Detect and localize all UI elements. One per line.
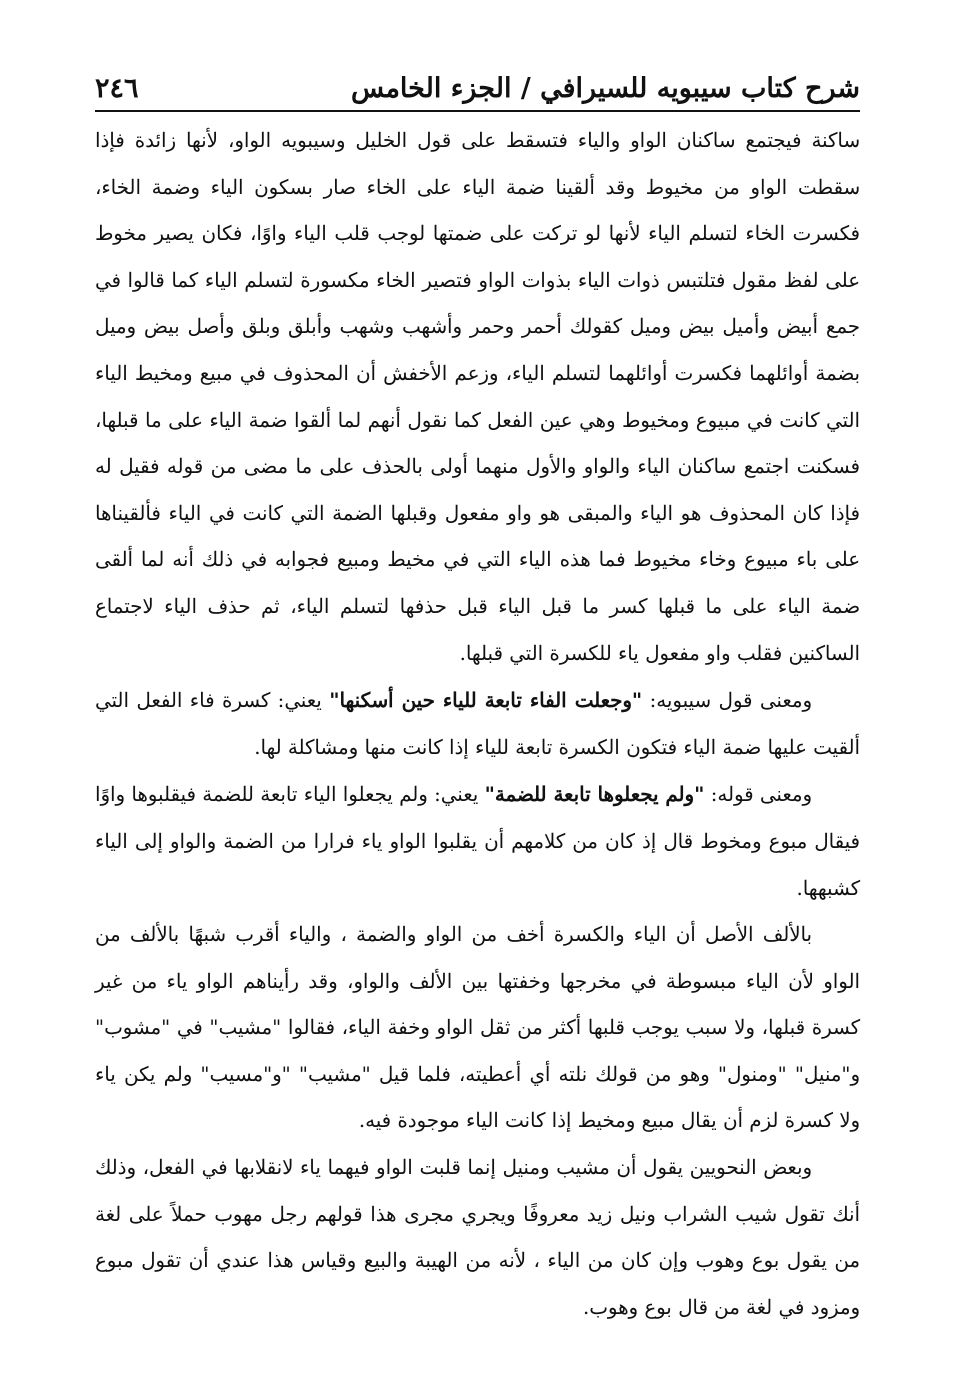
paragraph: ساكنة فيجتمع ساكنان الواو والياء فتسقط على قول الخليل وسيبويه الواو، لأنها زائدة فإذا سقطت الواو من مخيوط وقد ألقينا ضمة الياء على الخاء صار بسكون الياء وضمة الخاء، فكسرت الخاء لتسلم الياء لأنها لو تركت على ضمتها لوجب قلب الياء واوًا، فكان يصير مخوط على لفظ مقول فتلتبس ذوات الياء بذوات الواو فتصير الخاء مكسورة لتسلم الياء كما قالوا في جمع أبيض وأميل بيض وميل كقولك أحمر وحمر وأشهب وشهب وأبلق وبلق وأصل بيض وميل بضمة أوائلهما فكسرت أوائلهما لتسلم الياء، وزعم الأخفش أن المحذوف في مبيع ومخيط الياء التي كانت في مبيوع ومخيوط وهي عين الفعل كما نقول أنهم لما ألقوا ضمة الياء على ما قبلها، فسكنت اجتمع ساكنان الياء والواو والأول منهما أولى بالحذف على ما مضى من قوله فقيل له فإذا كان المحذوف هو الياء والمبقى هو واو مفعول وقبلها الضمة التي كانت في الياء فألقيناها على باء مبيوع وخاء مخيوط فما هذه الياء التي في مخيط ومبيع فجوابه في ذلك أنه لما ألقى ضمة الياء على ما قبلها كسر ما قبل الياء قبل حذفها لتسلم الياء، ثم حذف الياء لاجتماع الساكنين فقلب واو مفعول ياء للكسرة التي قبلها. xyxy=(95,129,860,665)
quoted-text: "ولم يجعلوها تابعة للضمة" xyxy=(484,782,705,807)
paragraph: بالألف الأصل أن الياء والكسرة أخف من الواو والضمة ، والياء أقرب شبهًا بالألف من الواو لأن الياء مبسوطة في مخرجها وخفتها بين الألف والواو، وقد رأيناهم الواو ياء من غير كسرة قبلها، ولا سبب يوجب قلبها أكثر من ثقل الواو وخفة الياء، فقالوا "مشيب" في "مشوب" و"منيل" "ومنول" وهو من قولك نلته أي أعطيته، فلما قيل "مشيب" "و"مسيب" ولم يكن ياء ولا كسرة لزم أن يقال مبيع ومخيط إذا كانت الياء موجودة فيه. xyxy=(95,923,860,1133)
paragraph xyxy=(95,771,860,912)
paragraph xyxy=(95,677,860,771)
quoted-text: "وجعلت الفاء تابعة للياء حين أسكنها" xyxy=(329,688,643,713)
paragraph-rest: يعني: كسرة فاء الفعل التي ألقيت عليها ضمة الياء فتكون الكسرة تابعة للياء إذا كانت منها ومشاكلة لها. xyxy=(95,689,860,759)
paragraph-rest: يعني: ولم يجعلوا الياء تابعة للضمة فيقلبوها واوًا فيقال مبوع ومخوط قال إذ كان من كلامهم أن يقلبوا الواو ياء فرارا من الضمة والواو إلى الياء كشبهها. xyxy=(95,783,860,900)
body-text xyxy=(95,118,860,1331)
paragraph: وبعض النحويين يقول أن مشيب ومنيل إنما قلبت الواو فيهما ياء لانقلابها في الفعل، وذلك أنك تقول شيب الشراب ونيل زيد معروفًا ويجري مجرى هذا قولهم رجل مهوب حملاً على لغة من يقول بوع وهوب وإن كان من الياء ، لأنه من الهيبة والبيع وقياس هذا عندي أن تقول مبوع ومزود في لغة من قال بوع وهوب. xyxy=(95,1156,860,1319)
page-header xyxy=(95,58,860,108)
header-divider xyxy=(95,110,860,112)
paragraph-lead: ومعنى قول سيبويه: xyxy=(642,689,812,713)
page-number: ٢٤٦ xyxy=(95,73,139,104)
paragraph-lead: ومعنى قوله: xyxy=(704,783,812,807)
running-title: شرح كتاب سيبويه للسيرافي / الجزء الخامس xyxy=(351,73,860,104)
